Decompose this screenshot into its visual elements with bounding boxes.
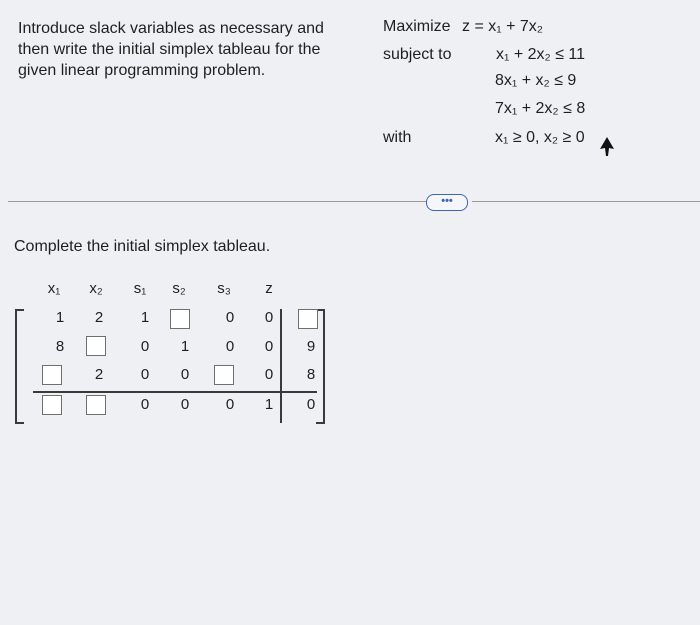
tableau-cell: 2 xyxy=(94,366,104,383)
left-bracket xyxy=(15,309,17,424)
tableau-input-r1-rhs[interactable] xyxy=(298,309,318,329)
subject-to-label: subject to xyxy=(383,46,452,63)
tableau-input-r4-x1[interactable] xyxy=(42,395,62,415)
right-bracket-bottom xyxy=(316,422,325,424)
constraint-2: 8x₁ + x₂ ≤ 9 xyxy=(495,72,577,89)
tableau-cell: 8 xyxy=(55,338,65,355)
header-s3: s₃ xyxy=(217,280,231,297)
tableau-cell: 8 xyxy=(306,366,316,383)
more-options-button[interactable]: ••• xyxy=(426,194,468,211)
header-x1: x₁ xyxy=(47,280,61,297)
constraint-1: x₁ + 2x₂ ≤ 11 xyxy=(496,46,586,63)
instructions-text: Introduce slack variables as necessary and then write the initial simplex tableau for the given linear programming problem. xyxy=(18,20,324,79)
tableau-cell: 1 xyxy=(140,309,150,326)
tableau-input-r3-x1[interactable] xyxy=(42,365,62,385)
tableau-input-r4-x2[interactable] xyxy=(86,395,106,415)
objective-row-separator xyxy=(33,391,317,393)
tableau-cell: 0 xyxy=(140,366,150,383)
header-s2: s₂ xyxy=(172,280,186,297)
tableau-cell: 1 xyxy=(180,338,190,355)
divider xyxy=(472,201,700,202)
left-bracket-top xyxy=(15,309,24,311)
left-bracket-bottom xyxy=(15,422,24,424)
objective-function: z = x₁ + 7x₂ xyxy=(462,18,543,35)
tableau-cell: 0 xyxy=(180,396,190,413)
tableau-cell: 0 xyxy=(264,338,274,355)
tableau-input-r2-x2[interactable] xyxy=(86,336,106,356)
mouse-cursor-icon xyxy=(600,137,614,157)
tableau-cell: 1 xyxy=(55,309,65,326)
header-s1: s₁ xyxy=(133,280,147,297)
maximize-label: Maximize xyxy=(383,18,451,35)
tableau-cell: 0 xyxy=(140,396,150,413)
tableau-cell: 0 xyxy=(180,366,190,383)
tableau-cell: 0 xyxy=(225,338,235,355)
complete-tableau-label: Complete the initial simplex tableau. xyxy=(14,238,271,255)
tableau-cell: 0 xyxy=(264,309,274,326)
tableau-cell: 9 xyxy=(306,338,316,355)
tableau-cell: 0 xyxy=(140,338,150,355)
with-label: with xyxy=(383,129,412,146)
nonnegativity-constraints: x₁ ≥ 0, x₂ ≥ 0 xyxy=(495,129,585,146)
tableau-cell: 0 xyxy=(225,396,235,413)
tableau-input-r1-s2[interactable] xyxy=(170,309,190,329)
divider xyxy=(8,201,426,202)
header-z: z xyxy=(265,280,273,297)
tableau-cell: 0 xyxy=(306,396,316,413)
header-x2: x₂ xyxy=(89,280,103,297)
tableau-cell: 0 xyxy=(264,366,274,383)
tableau-cell: 1 xyxy=(264,396,274,413)
tableau-input-r3-s3[interactable] xyxy=(214,365,234,385)
tableau-cell: 0 xyxy=(225,309,235,326)
tableau-cell: 2 xyxy=(94,309,104,326)
constraint-3: 7x₁ + 2x₂ ≤ 8 xyxy=(495,100,586,117)
